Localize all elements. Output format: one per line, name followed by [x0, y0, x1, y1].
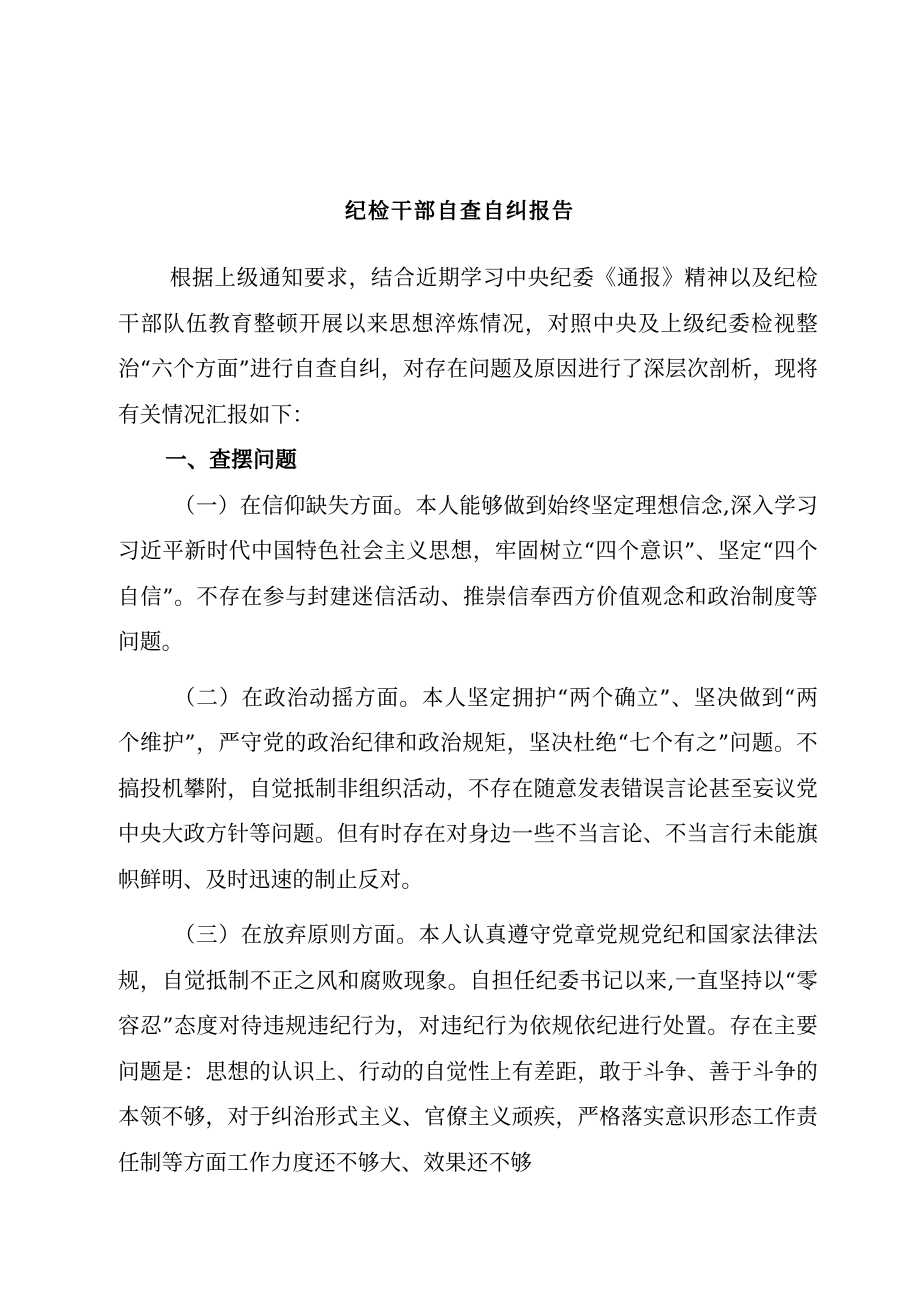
- paragraph-principle: （三）在放弃原则方面。本人认真遵守党章党规党纪和国家法律法规，自觉抵制不正之风和腐败现象。自担任纪委书记以来,一直坚持以“零容忍”态度对待违规违纪行为，对违纪行为依规依纪进行处置。存在主要问题是：思想的认识上、行动的自觉性上有差距，敢于斗争、善于斗争的本领不够，对于纠治形式主义、官僚主义顽疾，严格落实意识形态工作责任制等方面工作力度还不够大、效果还不够: [118, 923, 818, 1176]
- intro-paragraph: 根据上级通知要求，结合近期学习中央纪委《通报》精神以及纪检干部队伍教育整顿开展以来思想淬炼情况，对照中央及上级纪委检视整治“六个方面”进行自查自纠，对存在问题及原因进行了深层次剖析，现将有关情况汇报如下：: [118, 266, 818, 428]
- section-heading-check-problems: 一、查摆问题: [165, 448, 298, 473]
- paragraph-faith: （一）在信仰缺失方面。本人能够做到始终坚定理想信念,深入学习习近平新时代中国特色社会主义思想，牢固树立“四个意识”、坚定“四个自信”。不存在参与封建迷信活动、推崇信奉西方价值观念和政治制度等问题。: [118, 493, 818, 655]
- document-title: 纪检干部自查自纠报告: [345, 198, 575, 223]
- document-body: [118, 256, 818, 1186]
- paragraph-political: （二）在政治动摇方面。本人坚定拥护“两个确立”、坚决做到“两个维护”，严守党的政治纪律和政治规矩，坚决杜绝“七个有之”问题。不搞投机攀附，自觉抵制非组织活动，不存在随意发表错误言论甚至妄议党中央大政方针等问题。但有时存在对身边一些不当言论、不当言行未能旗帜鲜明、及时迅速的制止反对。: [118, 685, 818, 893]
- paragraph-gap: [118, 903, 818, 913]
- paragraph-gap: [118, 666, 818, 676]
